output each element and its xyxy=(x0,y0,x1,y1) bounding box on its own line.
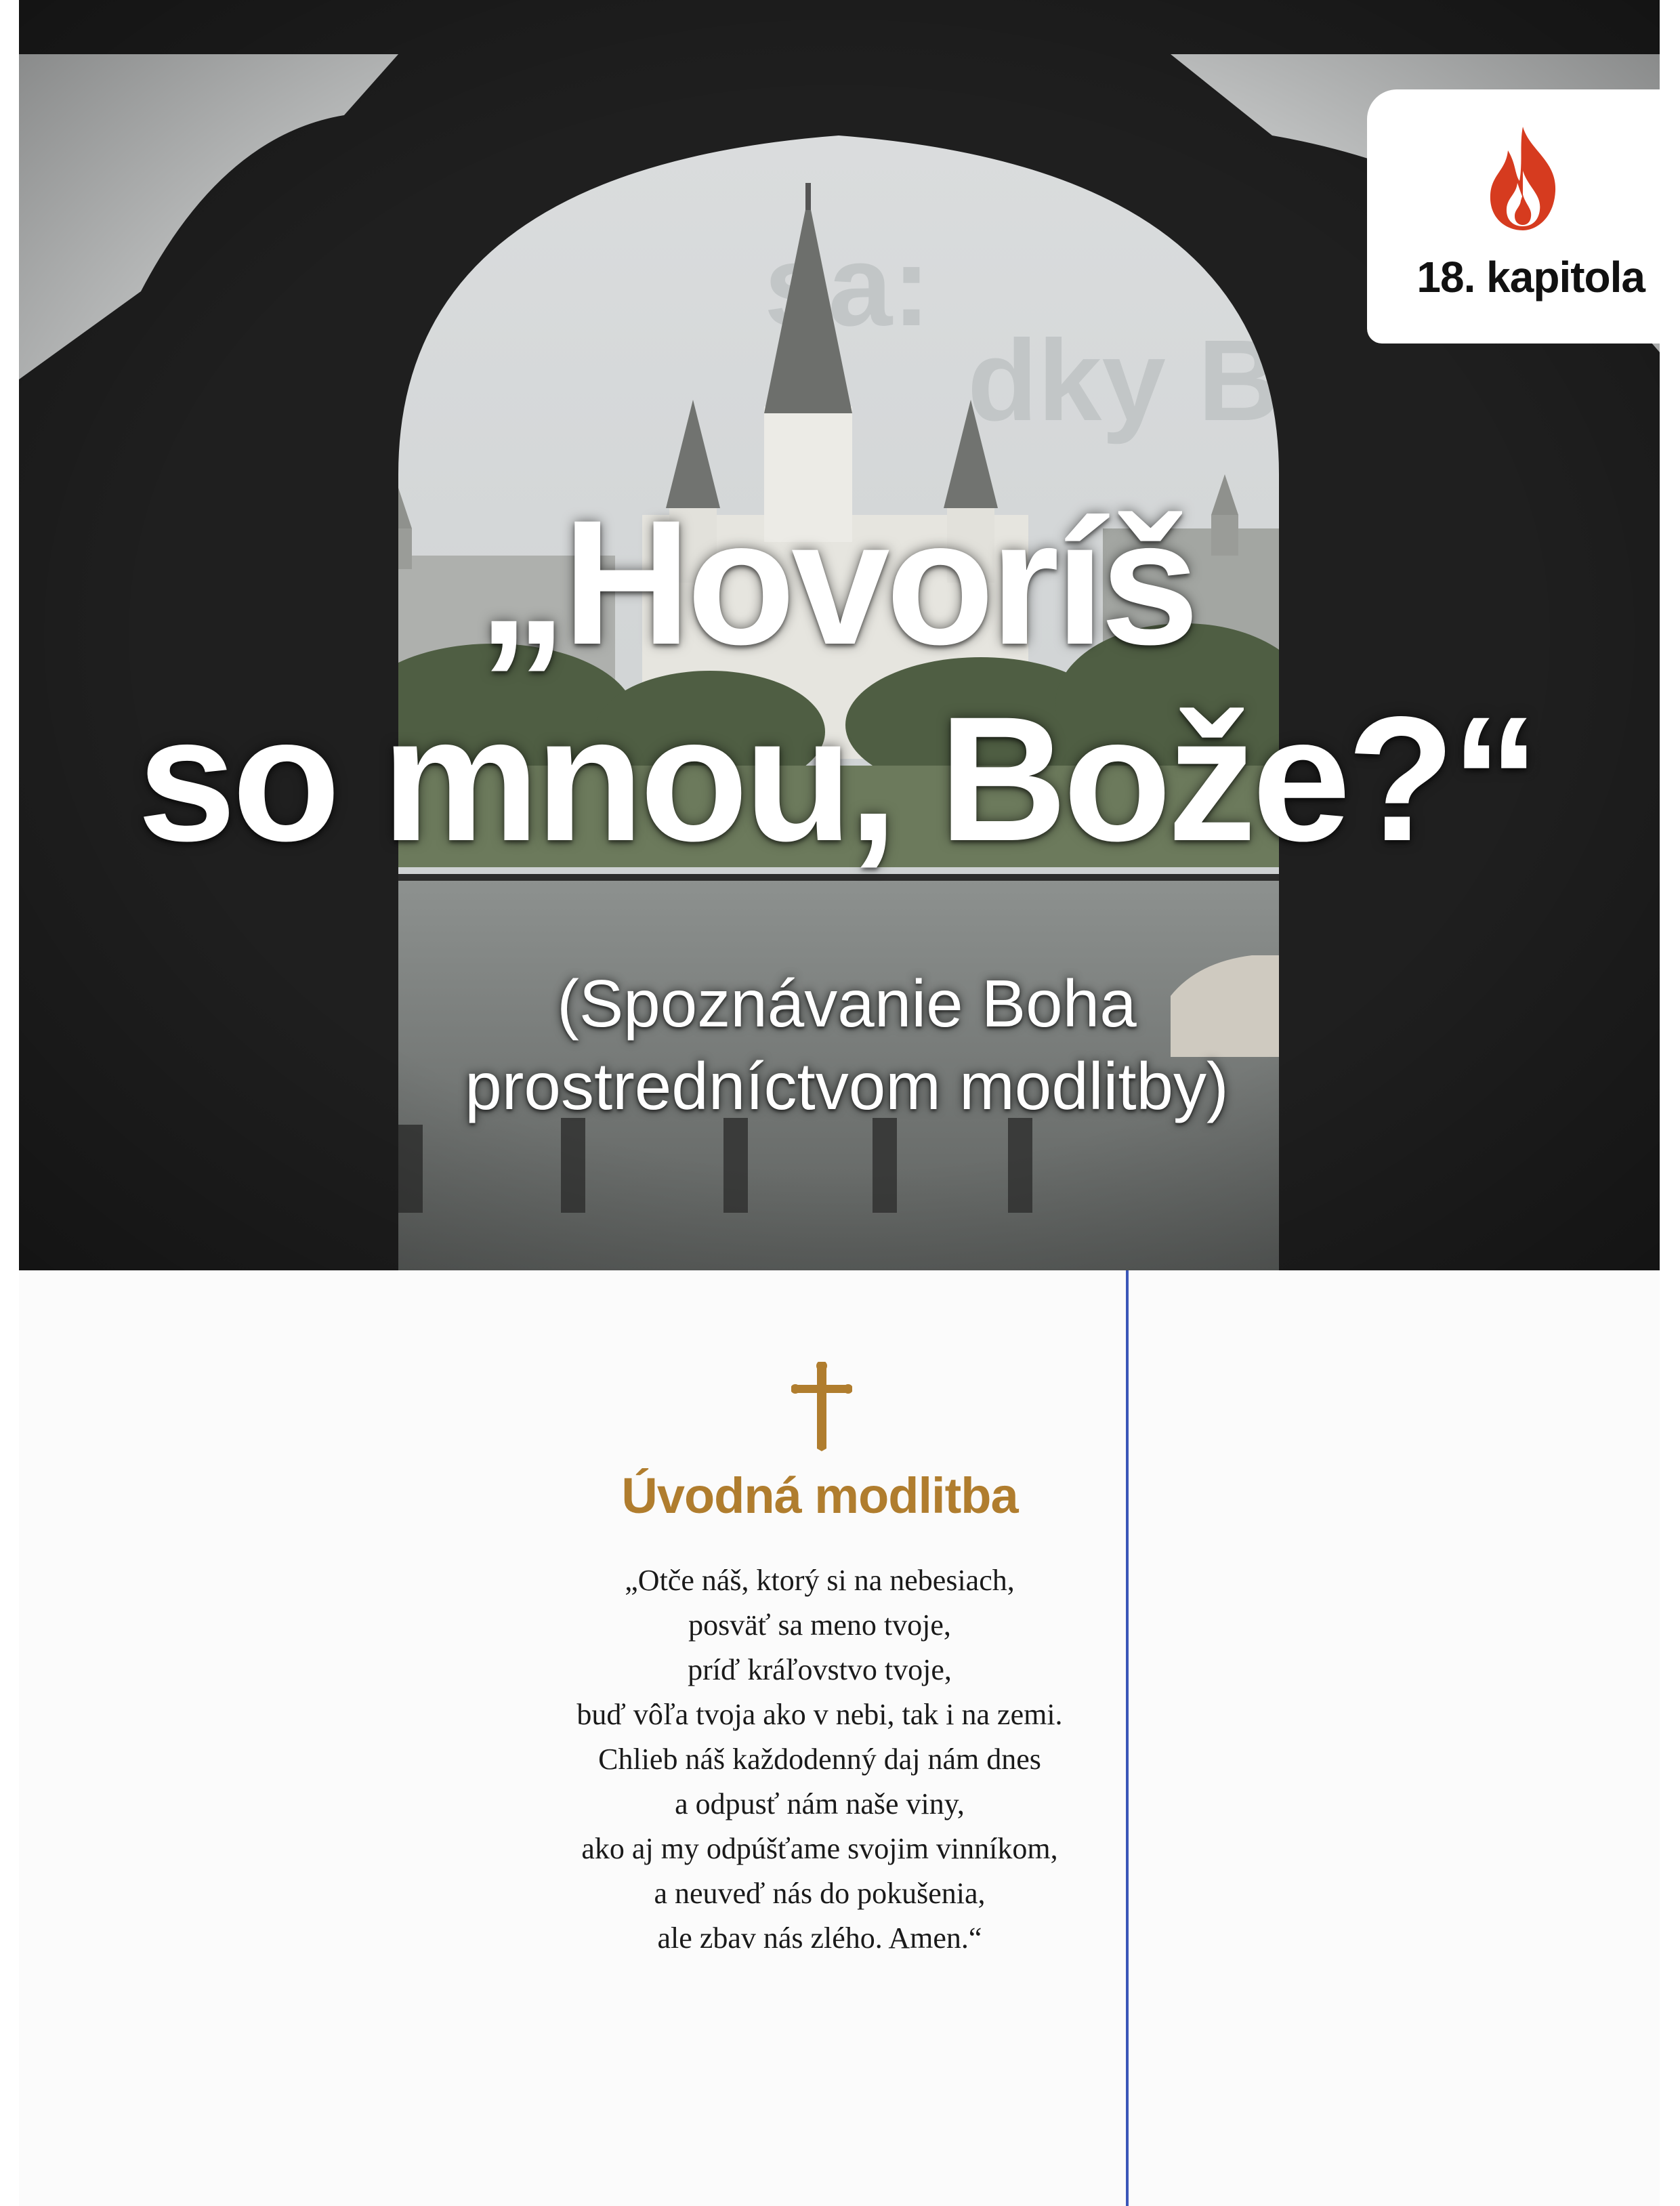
subtitle-line-2: prostredníctvom modlitby) xyxy=(465,1049,1229,1123)
prayer-line: a neuveď nás do pokušenia, xyxy=(654,1877,986,1910)
prayer-line: a odpusť nám naše viny, xyxy=(675,1787,965,1820)
prayer-line: „Otče náš, ktorý si na nebesiach, xyxy=(625,1564,1015,1597)
subtitle-line-1: (Spoznávanie Boha xyxy=(557,966,1137,1041)
title-line-2: so mnou, Bože?“ xyxy=(137,680,1536,878)
title-line-1: „Hovoríš xyxy=(478,483,1196,682)
page-title xyxy=(108,484,1565,877)
prayer-line: ale zbav nás zlého. Amen.“ xyxy=(657,1921,982,1955)
prayer-line: príď kráľovstvo tvoje, xyxy=(688,1653,952,1686)
prayer-text xyxy=(379,1558,1260,1961)
prayer-line: ako aj my odpúšťame svojim vinníkom, xyxy=(581,1832,1058,1865)
prayer-line: posväť sa meno tvoje, xyxy=(688,1608,951,1642)
prayer-heading: Úvodná modlitba xyxy=(621,1468,1018,1524)
chapter-tab xyxy=(1367,89,1660,344)
cross-icon xyxy=(791,1362,852,1451)
prayer-line: Chlieb náš každodenný daj nám dnes xyxy=(598,1743,1041,1776)
flame-icon xyxy=(1482,123,1563,232)
page-subtitle xyxy=(203,962,1490,1127)
prayer-line: buď vôľa tvoja ako v nebi, tak i na zemi. xyxy=(576,1698,1063,1731)
chapter-label: 18. kapitola xyxy=(1416,253,1645,301)
